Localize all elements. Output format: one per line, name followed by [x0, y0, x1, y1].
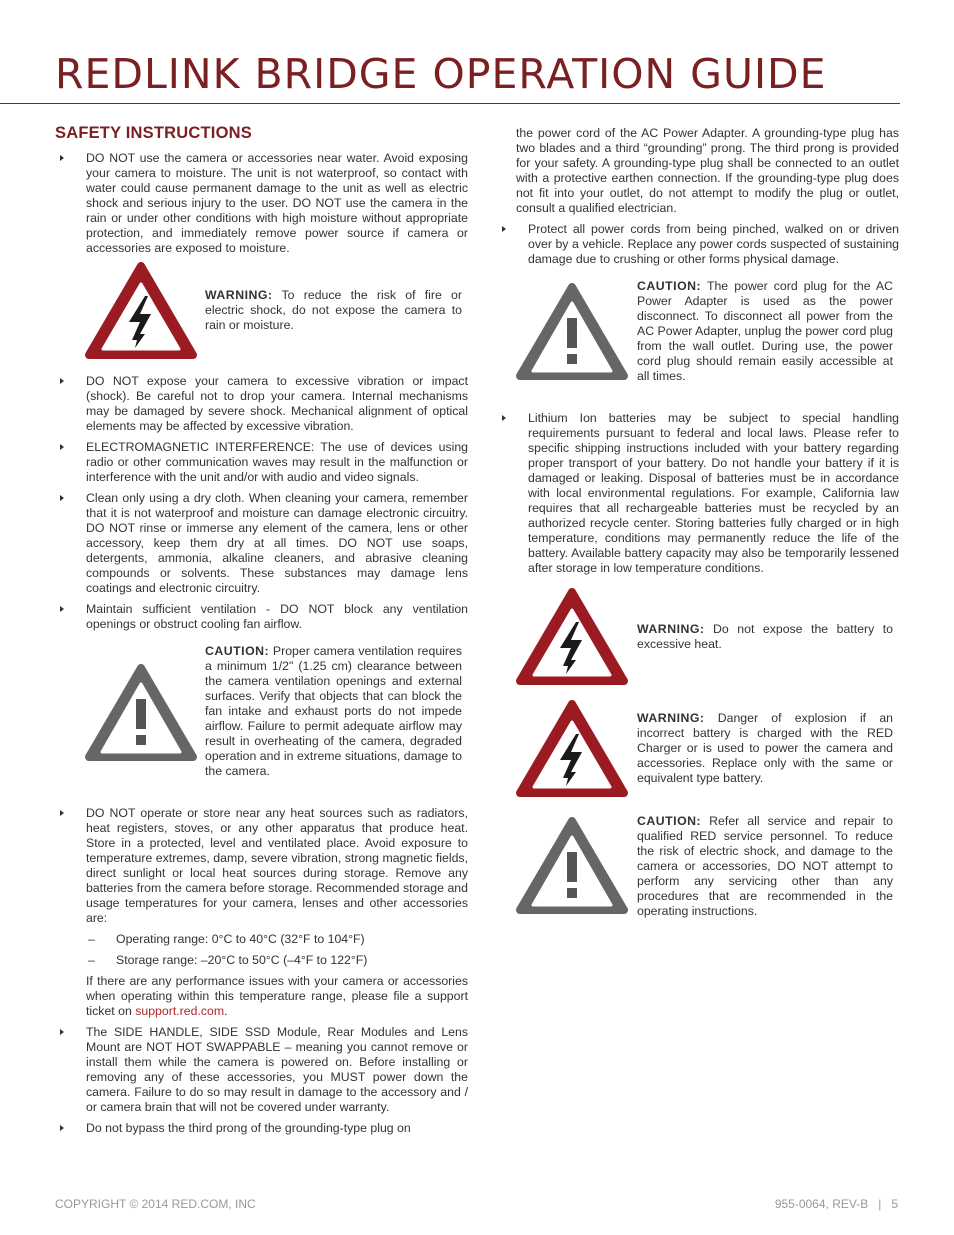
safety-list-left-3: [55, 806, 468, 1136]
warning-label: WARNING:: [205, 288, 273, 302]
right-column: [497, 126, 899, 934]
footer-copyright: COPYRIGHT © 2014 RED.COM, INC: [55, 1197, 256, 1211]
caution-label: CAUTION:: [637, 279, 702, 293]
warning-label: WARNING:: [637, 711, 705, 725]
warning-body: Danger of explosion if an incorrect battery is charged with the RED Charger or is used to power the camera and accessories. Replace only with the same or equivalent type battery.: [637, 711, 893, 785]
page-title: REDLINK BRIDGE OPERATION GUIDE: [55, 50, 827, 98]
safety-list-right: [497, 222, 899, 267]
list-item-text: DO NOT operate or store near any heat sources such as radiators, heat registers, stoves, or any other apparatus that produce heat. Store in a protected, level and ventilated place. Avoid exposure to temperature extremes, damp, severe vibration, strong magnetic fields, direct sunlight or local heat sources during storage. Remove any batteries from the camera before storage. Recommended storage and usage temperatures for your camera, lenses and other accessories are:: [86, 806, 468, 925]
footer-doc-number: 955-0064, REV-B | 5: [774, 1197, 898, 1211]
caution-text: [637, 814, 893, 919]
safety-list-left-2: [55, 374, 468, 632]
electric-shock-warning-icon: [516, 588, 628, 686]
caution-text: [637, 279, 893, 384]
operating-range: Operating range: 0°C to 40°C (32°F to 104°F): [116, 932, 365, 946]
caution-body: The power cord plug for the AC Power Adapter is used as the power disconnect. To disconnect all power from the AC Power Adapter, unplug the power cord plug from the wall outlet. During use, the power cord plug should remain easily accessible at all times.: [637, 279, 893, 383]
electric-shock-warning-icon: [516, 700, 628, 798]
list-item: DO NOT use the camera or accessories near water. Avoid exposing your camera to moisture. The unit is not waterproof, so contact with water could cause permanent damage to the unit as well as electric shock and serious injury to the user. DO NOT use the camera in the rain or under other conditions with high moisture without appropriate protection, and immediately remove power source if camera or accessories are exposed to moisture.: [55, 151, 468, 256]
exclamation-caution-icon: [85, 664, 197, 762]
performance-end: .: [224, 1004, 228, 1018]
list-item: Lithium Ion batteries may be subject to special handling requirements pursuant to federal and local laws. Please refer to specific shipping instructions included with your battery regarding proper transport of your battery. Do not handle your battery if it is damaged or leaking. Disposal of batteries must be in accordance with local environmental regulations. For example, California law requires that all rechargeable batteries must be recycled by an authorized recycle center. Storing batteries fully charged or in high temperature, conditions may permanently reduce the life of the battery. Available battery capacity may also be temporarily lessened after storage in low temperature conditions.: [497, 411, 899, 576]
safety-list-left: [55, 151, 468, 256]
dash: –: [88, 932, 95, 946]
storage-range: Storage range: –20°C to 50°C (–4°F to 122°F): [116, 953, 368, 967]
caution-label: CAUTION:: [205, 644, 270, 658]
list-item: Do not bypass the third prong of the grounding-type plug on: [55, 1121, 468, 1136]
caution-label: CAUTION:: [637, 814, 702, 828]
caution-body: Refer all service and repair to qualified RED service personnel. To reduce the risk of electric shock, and damage to the camera or accessories, DO NOT attempt to perform any servicing other than any procedures that are recommended in the operating instructions.: [637, 814, 893, 918]
exclamation-caution-icon: [516, 817, 628, 915]
range-item: [55, 932, 468, 947]
caution-notice: [55, 644, 468, 794]
performance-note: [86, 974, 468, 1019]
support-link[interactable]: support.red.com: [135, 1004, 225, 1018]
title-rule: [0, 103, 900, 104]
warning-label: WARNING:: [637, 622, 705, 636]
caution-body: Proper camera ventilation requires a minimum 1/2" (1.25 cm) clearance between the camera ventilation openings and external surfaces. Verify that objects that can block the fan intake and exhaust ports do not impede airflow. Failure to permit adequate airflow may result in overheating of the camera, degraded operation and in extreme situations, damage to the camera.: [205, 644, 462, 778]
performance-text: If there are any performance issues with your camera or accessories when operating within this temperature range, please file a support ticket on: [86, 974, 468, 1018]
warning-body: To reduce the risk of fire or electric shock, do not expose the camera to rain or moisture.: [205, 288, 462, 332]
warning-text: [637, 711, 893, 786]
warning-notice: [55, 262, 468, 362]
list-item: The SIDE HANDLE, SIDE SSD Module, Rear Modules and Lens Mount are NOT HOT SWAPPABLE – meaning you cannot remove or install them while the camera is powered on. Before installing or removing any of these accessories, you MUST power down the camera. Failure to do so may result in damage to the accessory and / or camera brain that will not be covered under warranty.: [55, 1025, 468, 1115]
warning-notice: [497, 588, 899, 688]
list-item: Protect all power cords from being pinched, walked on or driven over by a vehicle. Replace any power cords suspected of sustaining damage due to crushing or other forms physical damage.: [497, 222, 899, 267]
range-item: [55, 953, 468, 968]
left-column: [55, 126, 468, 1142]
warning-text: [637, 622, 893, 652]
caution-text: [205, 644, 462, 779]
caution-notice: [497, 279, 899, 399]
continued-text: the power cord of the AC Power Adapter. A grounding-type plug has two blades and a third “grounding” prong. The third prong is provided for your safety. A grounding-type plug shall be connected to an outlet with a protective earthen connection. If the grounding-type plug does not fit into your outlet, do not attempt to modify the plug or outlet, consult a qualified electrician.: [516, 126, 899, 215]
caution-notice: [497, 812, 899, 922]
exclamation-caution-icon: [516, 283, 628, 381]
section-title: SAFETY INSTRUCTIONS: [55, 124, 252, 142]
electric-shock-warning-icon: [85, 262, 197, 360]
warning-notice: [497, 700, 899, 800]
list-item: [55, 806, 468, 1019]
warning-body: Do not expose the battery to excessive heat.: [637, 622, 893, 651]
list-item: Clean only using a dry cloth. When cleaning your camera, remember that it is not waterproof and moisture can damage electronic circuitry. DO NOT rinse or immerse any element of the camera, lens or other accessory, keep them dry at all times. DO NOT use soaps, detergents, ammonia, alkaline cleaners, and abrasive cleaning compounds or solvents. These substances may damage lens coatings and electronic circuitry.: [55, 491, 468, 596]
dash: –: [88, 953, 95, 967]
safety-list-right-2: [497, 411, 899, 576]
list-item: ELECTROMAGNETIC INTERFERENCE: The use of devices using radio or other communication waves may result in the malfunction or interference with the unit and/or with audio and video signals.: [55, 440, 468, 485]
list-item: Maintain sufficient ventilation - DO NOT block any ventilation openings or obstruct cooling fan airflow.: [55, 602, 468, 632]
list-item: DO NOT expose your camera to excessive vibration or impact (shock). Be careful not to drop your camera. Internal mechanisms may be damaged by severe shock. Mechanical alignment of optical elements may be affected by excessive vibration.: [55, 374, 468, 434]
warning-text: [205, 288, 462, 333]
